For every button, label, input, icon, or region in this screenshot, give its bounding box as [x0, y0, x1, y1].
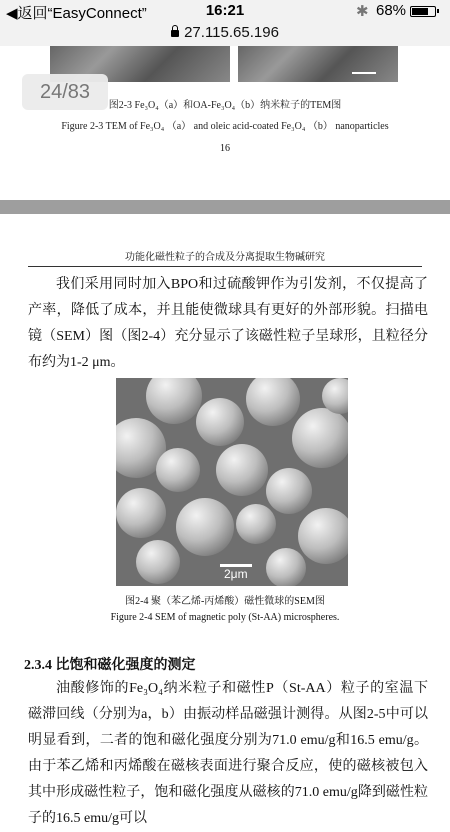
- paragraph-2: 油酸修饰的Fe₃O₄纳米粒子和磁性P（St-AA）粒子的室温下磁滞回线（分别为a，b）由振动样品磁强计测得。从图2-5中可以明显看到，二者的饱和磁化强度分别为71.0 emu/g和16.5 emu/g。由于苯乙烯和丙烯酸在磁核表面进行聚合反应，使的磁核被包入其中形成磁性粒子，饱和磁化强度从磁核的71.0 emu/g降到磁性粒子的16.5 emu/g可以: [28, 681, 428, 826]
- page-indicator: 24/83: [22, 74, 108, 110]
- pdf-page-16: [0, 46, 450, 206]
- battery-percent: 68%: [376, 2, 407, 19]
- figure-caption-en: Figure 2-3 TEM of Fe₃O₄ （a） and oleic acid-coated Fe₃O₄ （b） nanoparticles: [61, 121, 389, 132]
- clock: 16:21: [205, 2, 245, 19]
- section-heading: 2.3.4 比饱和磁化强度的测定: [24, 658, 196, 673]
- pdf-page-17: [0, 214, 450, 826]
- page-number: 16: [220, 143, 230, 154]
- running-head: 功能化磁性粒子的合成及分离提取生物碱研究: [28, 248, 422, 267]
- status-bar: [0, 0, 450, 22]
- scale-bar-label: 2μm: [224, 567, 248, 581]
- url-text: 27.115.65.196: [184, 24, 279, 41]
- back-to-app-link[interactable]: ◀返回“EasyConnect”: [6, 5, 147, 22]
- battery-icon: [410, 6, 436, 17]
- page-separator: [0, 200, 450, 214]
- tem-image-b: [238, 46, 398, 82]
- address-bar[interactable]: [0, 22, 450, 47]
- bluetooth-icon: ✱: [356, 3, 369, 20]
- figure-caption-en: Figure 2-4 SEM of magnetic poly (St-AA) microspheres.: [110, 612, 340, 623]
- figure-caption-cn: 图2-3 Fe₃O₄（a）和OA-Fe₃O₄（b）纳米粒子的TEM图: [108, 100, 342, 111]
- paragraph-1: 我们采用同时加入BPO和过硫酸钾作为引发剂，不仅提高了产率，降低了成本，并且能使微球具有更好的外部形貌。扫描电镜（SEM）图（图2-4）充分显示了该磁性粒子呈球形，且粒径分布约为1-2 μm。: [28, 277, 428, 370]
- sem-image: [116, 378, 348, 586]
- lock-icon: [171, 30, 179, 37]
- figure-caption-cn: 图2-4 聚（苯乙烯-丙烯酸）磁性微球的SEM图: [125, 596, 325, 607]
